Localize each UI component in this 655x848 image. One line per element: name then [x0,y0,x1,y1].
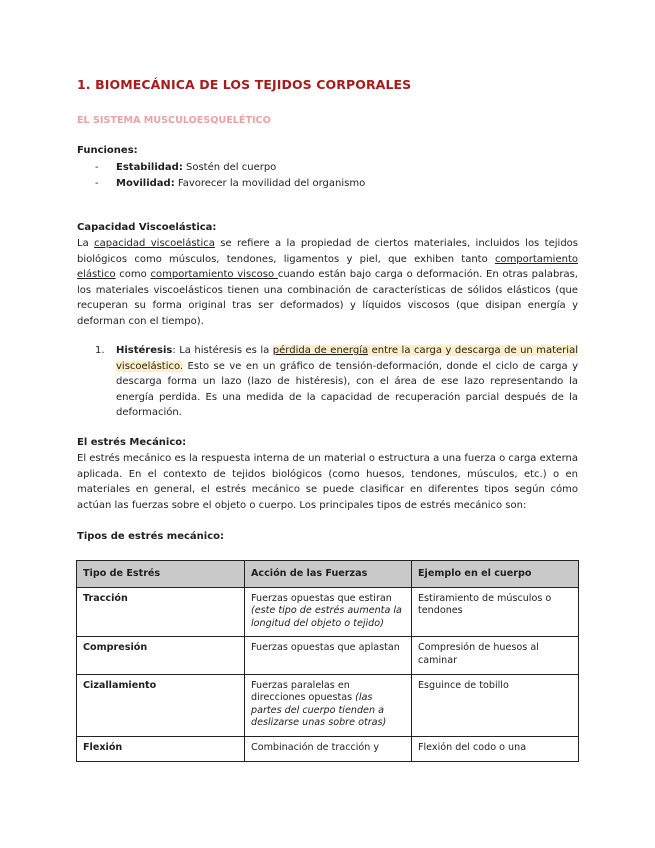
list-item [95,176,365,192]
action-note: (las partes del cuerpo tienden a deslizarse unas sobre otras) [251,692,387,729]
cell-action [245,637,412,674]
estres-paragraph: El estrés mecánico es la respuesta interna de un material o estructura a una fuerza o carga externa aplicada. En el contexto de tejidos biológicos (como huesos, tendones, músculos, etc.) o en materiales en general, el estrés mecánico se puede clasificar en diferentes tipos según cómo actúan las fuerzas sobre el objeto o cuerpo. Los principales tipos de estrés mecánico son: [77,453,578,511]
list-number: 1. [95,345,105,356]
text-run: : [172,345,176,356]
text-run: La histéresis es la [175,345,273,356]
cell-type: Compresión [77,637,245,674]
table-header-row [77,561,579,588]
table-row [77,736,579,761]
list-item-term: Movilidad: [116,178,175,189]
text-run: La [77,238,95,249]
estres-label: El estrés Mecánico: [77,437,187,448]
cell-type: Flexión [77,736,245,761]
highlighted-text: entre la carga y descarga de un material viscoelástico. [116,345,578,372]
column-header: Tipo de Estrés [77,561,245,588]
cell-type: Tracción [77,587,245,637]
table-row [77,587,579,637]
action-text: Fuerzas paralelas en direcciones opuestas [251,679,356,704]
cell-type: Cizallamiento [77,674,245,736]
viscoelastic-label: Capacidad Viscoelástica: [77,222,217,233]
list-item-text: Sostén del cuerpo [182,162,277,173]
stress-types-table [76,560,579,762]
text-run: cuando están bajo carga o deformación. En otras palabras, los materiales viscoelásticos tienen una combinación de características de sólidos elásticos (que recuperan su forma original tras ser deformados) y líquidos viscosos (que disipan energía y deforman con el tiempo). [77,269,578,327]
funciones-label: Funciones: [77,145,138,156]
dash-bullet: - [95,162,99,173]
list-item-term: Estabilidad: [116,162,183,173]
viscoelastic-paragraph [77,236,578,330]
underlined-term: comportamiento elástico [77,253,578,281]
list-item-text: Favorecer la movilidad del organismo [174,178,366,189]
cell-example: Estiramiento de músculos o tendones [412,587,579,637]
histeresis-term: Histéresis [116,345,173,356]
numbered-item-histeresis [95,343,578,421]
text-run: se refiere a la propiedad de ciertos materiales, incluidos los tejidos biológicos como músculos, tendones, ligamentos y piel, que exhiben tanto [77,238,578,265]
cell-action [245,736,412,761]
text-run: Esto se ve en un gráfico de tensión-deformación, donde el ciclo de carga y descarga forma un lazo (lazo de histéresis), con el área de ese lazo representando la energía perdida. Es una medida de la capacidad de recuperación parcial después de la deformación. [116,360,578,419]
tipos-label: Tipos de estrés mecánico: [77,531,225,542]
cell-action [245,587,412,637]
list-item [95,160,365,176]
section-title: 1. BIOMECÁNICA DE LOS TEJIDOS CORPORALES [77,77,412,92]
action-text: Combinación de tracción y [251,741,380,753]
cell-example: Flexión del codo o una [412,736,579,761]
column-header: Ejemplo en el cuerpo [412,561,579,588]
highlighted-underlined-term: pérdida de energía [272,345,369,356]
action-note: (este tipo de estrés aumenta la longitud del objeto o tejido) [251,605,402,629]
underlined-term: capacidad viscoelástica [94,238,215,249]
column-header: Acción de las Fuerzas [245,561,412,588]
table-row [77,637,579,674]
action-text: Fuerzas opuestas que estiran [251,592,392,604]
table-row [77,674,579,736]
cell-example: Compresión de huesos al caminar [412,637,579,674]
underlined-term: comportamiento viscoso [150,269,278,281]
cell-example: Esguince de tobillo [412,674,579,736]
action-text: Fuerzas opuestas que aplastan [251,642,400,654]
cell-action [245,674,412,736]
section-subtitle: EL SISTEMA MUSCULOESQUELÉTICO [77,115,271,126]
text-run: como [115,269,151,281]
dash-bullet: - [95,178,99,189]
histeresis-paragraph [116,343,578,421]
funciones-list [95,160,365,192]
